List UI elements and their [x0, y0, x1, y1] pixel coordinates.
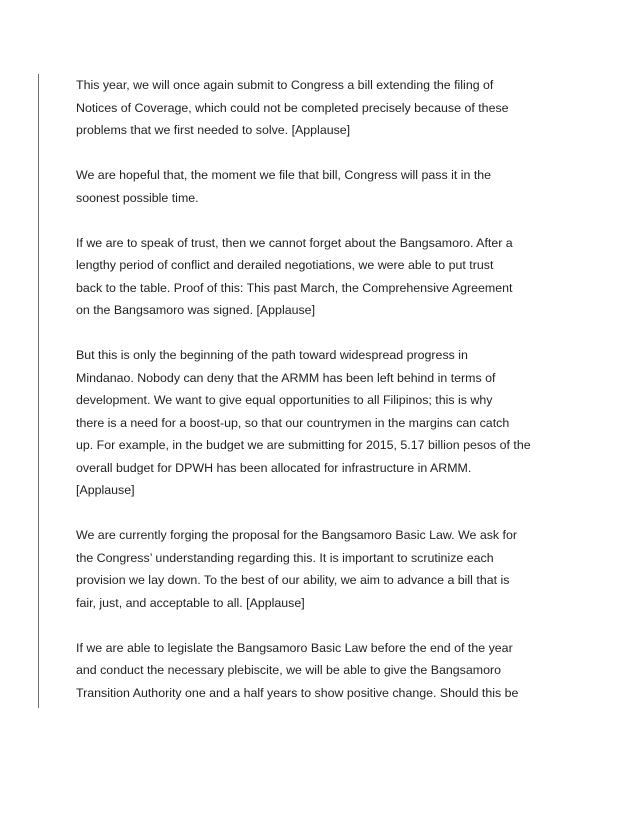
text-line: This year, we will once again submit to Congress a bill extending the filing of — [76, 78, 494, 92]
paragraph-2 — [76, 164, 572, 209]
margin-rule — [38, 74, 39, 708]
text-line: problems that we first needed to solve. [Applause] — [76, 123, 351, 137]
paragraph-1 — [76, 74, 572, 142]
text-line: overall budget for DPWH has been allocated for infrastructure in ARMM. — [76, 460, 472, 475]
text-line: lengthy period of conflict and derailed negotiations, we were able to put trust — [76, 258, 494, 272]
text-line: and conduct the necessary plebiscite, we will be able to give the Bangsamoro — [76, 663, 501, 677]
text-line: Notices of Coverage, which could not be completed precisely because of these — [76, 100, 509, 115]
text-line: We are currently forging the proposal for the Bangsamoro Basic Law. We ask for — [76, 528, 518, 542]
text-line: provision we lay down. To the best of our ability, we aim to advance a bill that is — [76, 573, 510, 587]
text-line: back to the table. Proof of this: This past March, the Comprehensive Agreement — [76, 280, 513, 295]
text-line: But this is only the beginning of the path toward widespread progress in — [76, 348, 468, 362]
text-line: If we are to speak of trust, then we cannot forget about the Bangsamoro. After a — [76, 235, 513, 250]
text-line: fair, just, and acceptable to all. [Applause] — [76, 595, 305, 610]
text-line: Transition Authority one and a half years to show positive change. Should this be — [76, 685, 519, 700]
text-line: the Congress’ understanding regarding this. It is important to scrutinize each — [76, 550, 494, 565]
paragraph-3 — [76, 232, 572, 322]
paragraph-5 — [76, 524, 572, 614]
paragraph-6 — [76, 637, 572, 705]
text-line: If we are able to legislate the Bangsamoro Basic Law before the end of the year — [76, 640, 513, 655]
text-body — [76, 74, 572, 704]
text-line: [Applause] — [76, 483, 135, 497]
text-line: on the Bangsamoro was signed. [Applause] — [76, 303, 316, 317]
text-line: Mindanao. Nobody can deny that the ARMM has been left behind in terms of — [76, 370, 496, 385]
text-line: development. We want to give equal opportunities to all Filipinos; this is why — [76, 393, 493, 407]
text-line: soonest possible time. — [76, 190, 199, 205]
text-line: there is a need for a boost-up, so that our countrymen in the margins can catch — [76, 415, 510, 430]
text-line: up. For example, in the budget we are submitting for 2015, 5.17 billion pesos of the — [76, 438, 531, 452]
paragraph-4 — [76, 344, 572, 502]
text-line: We are hopeful that, the moment we file that bill, Congress will pass it in the — [76, 168, 492, 182]
